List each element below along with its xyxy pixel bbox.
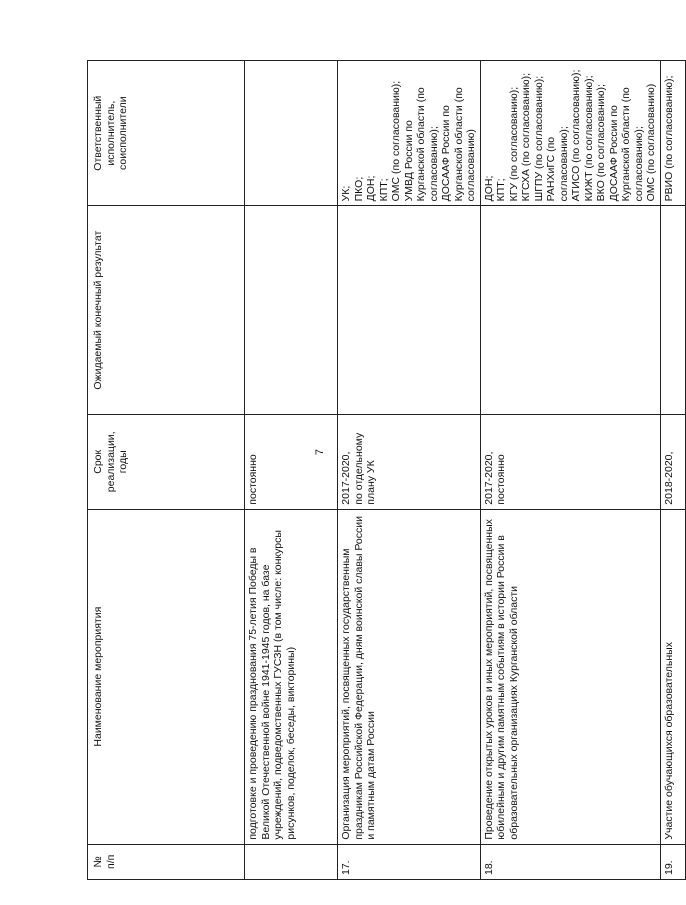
row-result — [245, 206, 338, 415]
page-number-text: 7 — [314, 448, 326, 456]
row-event-name: подготовке и проведению празднования 75-летия Победы в Великой Отечественной войне 1941-1945 годов, на базе учреждений, подведомственных ГУСЗН (в том числе: конкурсы рисунков, поделок, беседы, викторины) — [245, 509, 338, 844]
row-event-name: Проведение открытых уроков и иных мероприятий, посвященных юбилейным и другим памятным событиям в истории России в образовательных организациях Курганской области — [480, 509, 660, 844]
row-term: 2017-2020, по отдельному плану УК — [338, 414, 481, 509]
row-responsible: УК; ПКО; ДОН; КПТ; ОМС (по согласованию); УМВД России по Курганской области (по согласованию); ДОСААФ России по Курганской области (по согласованию) — [338, 61, 481, 206]
row-event-name: Участие обучающихся образовательных — [660, 509, 685, 844]
table-row — [660, 61, 685, 880]
row-result — [480, 206, 660, 415]
table-header-row — [88, 61, 245, 880]
header-responsible: Ответственный исполнитель, соисполнители — [88, 61, 245, 206]
row-responsible: ДОН; КПТ; КГУ (по согласованию); КГСХА (по согласованию); ШГПУ (по согласованию); РАНХиГС (по согласованию); АТИСО (по согласованию); КИЖТ (по согласованию); ВКО (по согласованию); ДОСААФ России по Курганской области (по согласованию); ОМС (по согласованию) — [480, 61, 660, 206]
row-number — [245, 844, 338, 879]
row-term: 2017-2020, постоянно — [480, 414, 660, 509]
row-responsible: РВИО (по согласованию); — [660, 61, 685, 206]
row-term: постоянно — [245, 414, 338, 509]
row-term: 2018-2020, — [660, 414, 685, 509]
row-number: 17. — [338, 844, 481, 879]
header-result: Ожидаемый конечный результат — [88, 206, 245, 415]
table-wrapper — [87, 60, 675, 880]
row-number: 19. — [660, 844, 685, 879]
header-term: Срок реализации, годы — [88, 414, 245, 509]
row-result — [338, 206, 481, 415]
rotated-page — [87, 60, 675, 880]
table-row — [245, 61, 338, 880]
row-event-name: Организация мероприятий, посвященных государственным праздникам Российской Федерации, дням воинской славы России и памятным датам России — [338, 509, 481, 844]
header-num: № п/п — [88, 844, 245, 879]
header-name: Наименование мероприятия — [88, 509, 245, 844]
row-number: 18. — [480, 844, 660, 879]
row-responsible — [245, 61, 338, 206]
table-row — [338, 61, 481, 880]
events-table — [87, 60, 686, 880]
table-row — [480, 61, 660, 880]
row-result — [660, 206, 685, 415]
